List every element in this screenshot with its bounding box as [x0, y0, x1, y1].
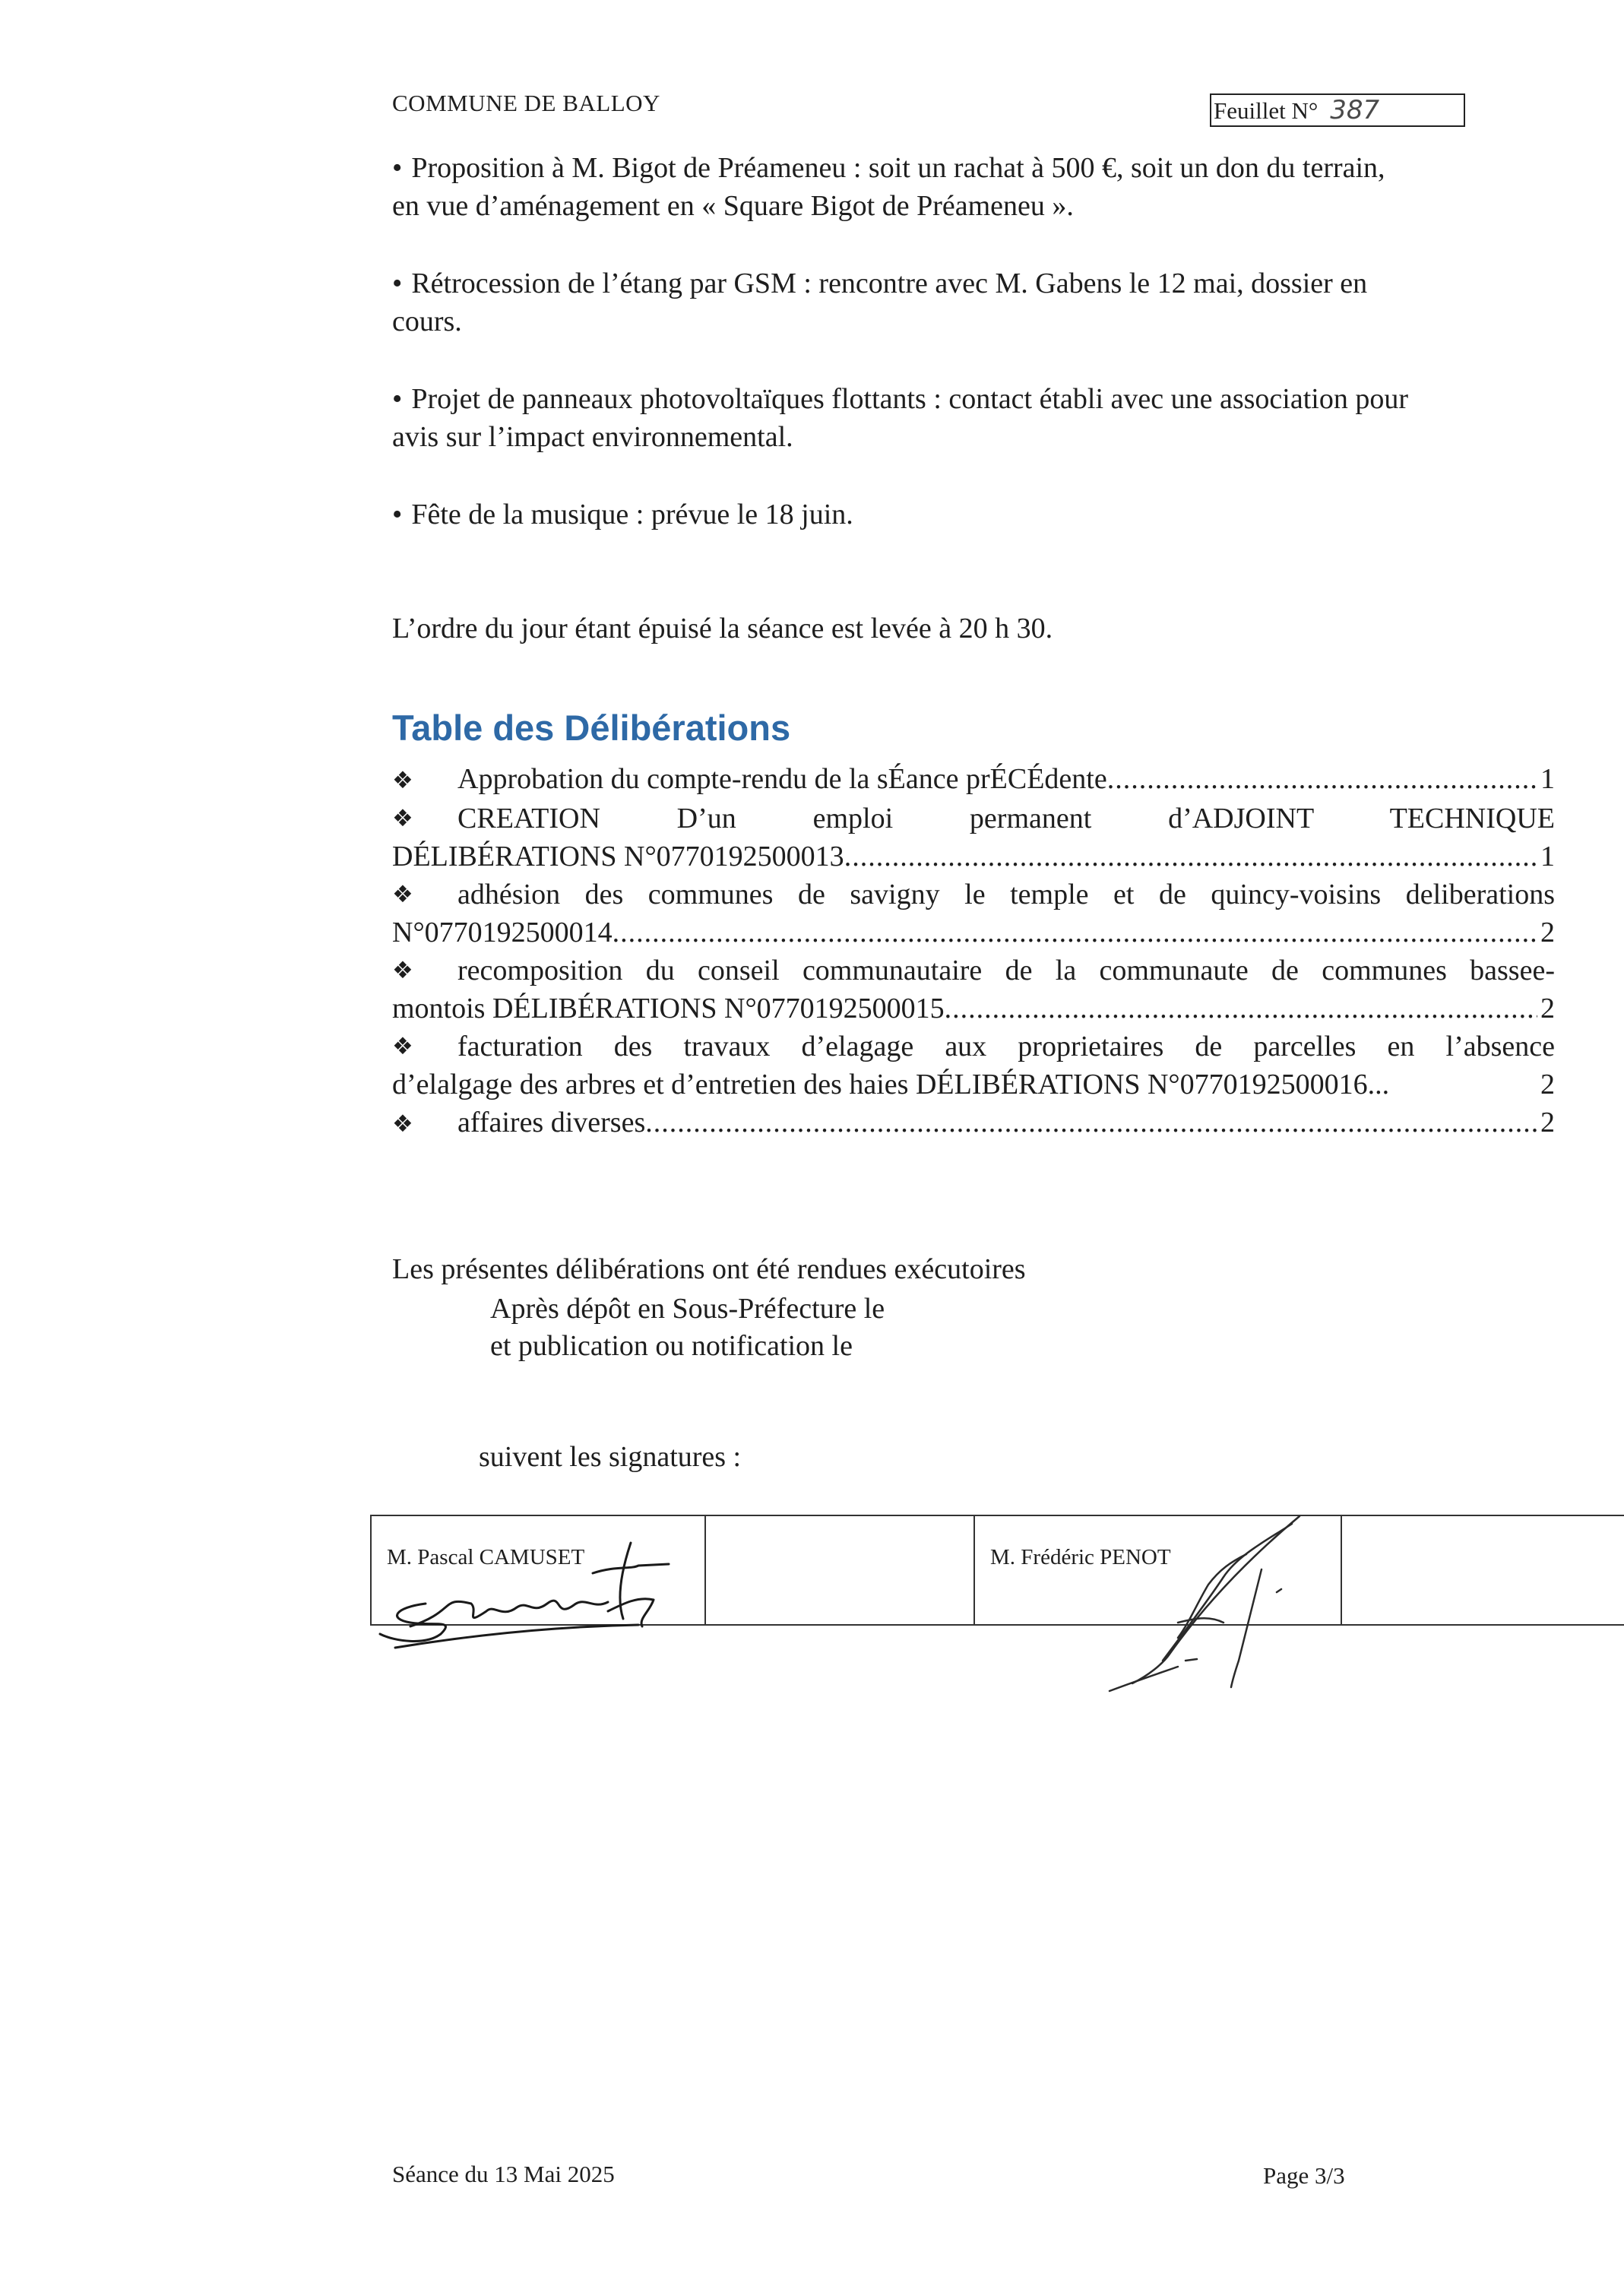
signatures-intro: suivent les signatures :: [479, 1441, 742, 1473]
paragraph-line: avis sur l’impact environnemental.: [392, 421, 793, 453]
feuillet-label: Feuillet N°: [1214, 97, 1319, 124]
paragraph-retrocession: [392, 264, 1532, 340]
toc-marker-icon: ❖: [392, 767, 413, 794]
paragraph-photovoltaique: [392, 380, 1532, 456]
paragraph-line: • Rétrocession de l’étang par GSM : rencontre avec M. Gabens le 12 mai, dossier en: [392, 264, 1532, 302]
executoires-line2: Après dépôt en Sous-Préfecture le: [490, 1293, 885, 1325]
toc-marker-icon: ❖: [392, 805, 413, 832]
signature-cell-empty: [1342, 1516, 1624, 1624]
feuillet-number: 387: [1330, 95, 1380, 125]
footer-page: Page 3/3: [1263, 2162, 1345, 2189]
toc-marker-icon: ❖: [392, 957, 413, 984]
footer-seance: Séance du 13 Mai 2025: [392, 2161, 615, 2187]
paragraph-line: • Projet de panneaux photovoltaïques flottants : contact établi avec une association pour: [392, 380, 1532, 418]
executoires-line1: Les présentes délibérations ont été rendues exécutoires: [392, 1253, 1026, 1285]
signatory-name: M. Frédéric PENOT: [990, 1545, 1171, 1569]
toc-entry[interactable]: ❖ Approbation du compte-rendu de la sÉance prÉCÉdente ..... 1: [392, 760, 1555, 800]
feuillet-box: [1210, 93, 1465, 127]
closing-statement: L’ordre du jour étant épuisé la séance est levée à 20 h 30.: [392, 613, 1053, 644]
signature-camuset-icon: [365, 1520, 730, 1657]
executoires-line3: et publication ou notification le: [490, 1330, 853, 1362]
paragraph-line: • Fête de la musique : prévue le 18 juin.: [392, 496, 1532, 534]
toc-marker-icon: ❖: [392, 881, 413, 908]
signature-penot-icon: [1056, 1509, 1330, 1699]
signature-cell-empty: [706, 1516, 975, 1624]
toc-entry[interactable]: ❖ recomposition du conseil communautaire de la communaute de communes bassee- montois DÉLIBÉRATIONS N°0770192500015 ..... 2: [392, 952, 1555, 1028]
commune-name: COMMUNE DE BALLOY: [392, 90, 660, 116]
toc-marker-icon: ❖: [392, 1110, 413, 1138]
paragraph-line: cours.: [392, 306, 462, 337]
signatory-name: M. Pascal CAMUSET: [387, 1545, 585, 1569]
paragraph-fete-musique: [392, 496, 1532, 534]
paragraph-line: en vue d’aménagement en « Square Bigot de Préameneu ».: [392, 190, 1074, 222]
toc-title: Table des Délibérations: [392, 708, 791, 748]
paragraph-bigot: [392, 149, 1532, 225]
toc-entry[interactable]: ❖ adhésion des communes de savigny le temple et de quincy-voisins deliberations N°0770192500014 ..... 2: [392, 876, 1555, 952]
toc-entry[interactable]: ❖ facturation des travaux d’elagage aux proprietaires de parcelles en l’absence d’elalgage des arbres et d’entretien des haies DÉLIBÉRATIONS N°0770192500016... 2: [392, 1028, 1555, 1104]
paragraph-line: • Proposition à M. Bigot de Préameneu : soit un rachat à 500 €, soit un don du terrain,: [392, 149, 1532, 187]
toc-entry[interactable]: ❖ CREATION D’un emploi permanent d’ADJOINT TECHNIQUE DÉLIBÉRATIONS N°0770192500013 ..... 1: [392, 800, 1555, 876]
toc-entry[interactable]: ❖ affaires diverses ..... 2: [392, 1104, 1555, 1143]
toc-list: [392, 760, 1555, 1143]
toc-marker-icon: ❖: [392, 1033, 413, 1060]
